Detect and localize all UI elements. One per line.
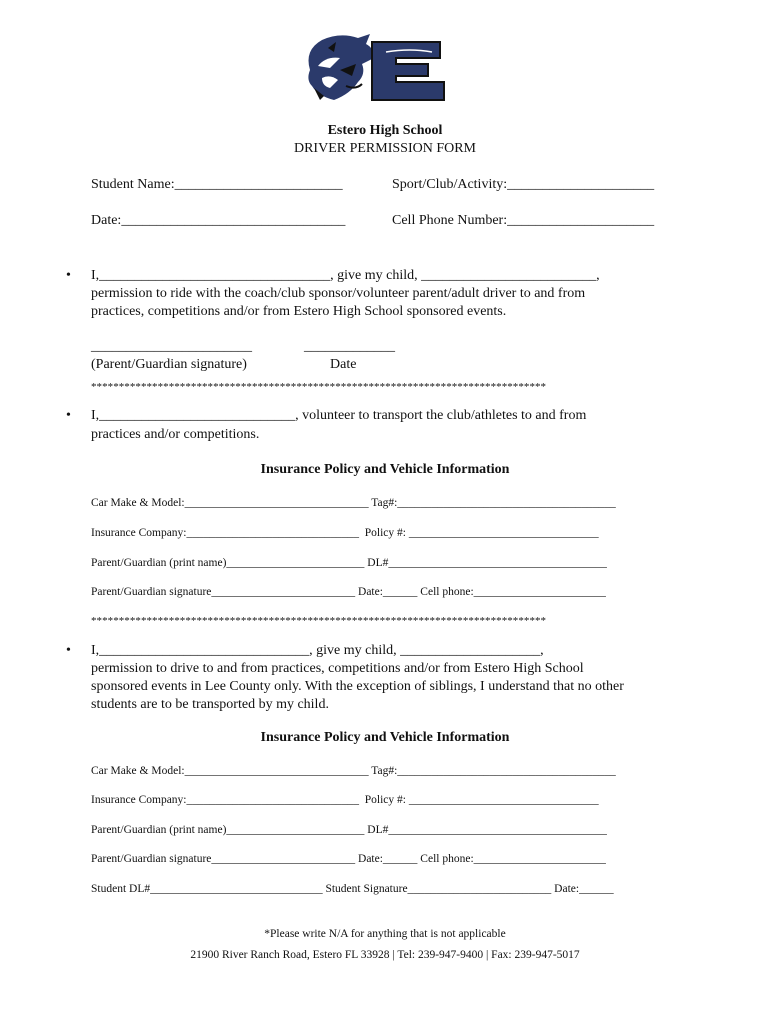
section1-line1[interactable]: I,_________________________________, give my child, _________________________,	[91, 268, 600, 283]
section2-car-field[interactable]: Car Make & Model:________________________________ Tag#:______________________________________	[91, 497, 616, 509]
section2-line2: practices and/or competitions.	[91, 427, 260, 442]
form-title: DRIVER PERMISSION FORM	[293, 141, 477, 156]
guardian-date-line[interactable]: _____________	[304, 339, 395, 354]
section3-heading: Insurance Policy and Vehicle Information	[260, 730, 510, 745]
sport-club-activity-field[interactable]: Sport/Club/Activity:_____________________	[392, 177, 655, 192]
separator-line: **********************************************************************************	[91, 381, 547, 393]
estero-wildcat-logo-icon	[300, 30, 450, 110]
section3-line2: permission to drive to and from practices, competitions and/or from Estero High School	[91, 661, 584, 676]
section3-car-field[interactable]: Car Make & Model:________________________________ Tag#:______________________________________	[91, 765, 616, 777]
section3-line4: students are to be transported by my child.	[91, 697, 329, 712]
cell-phone-field[interactable]: Cell Phone Number:_____________________	[392, 213, 655, 228]
section2-line1[interactable]: I,____________________________, volunteer to transport the club/athletes to and from	[91, 408, 587, 423]
section1-line2: permission to ride with the coach/club sponsor/volunteer parent/adult driver to and from	[91, 286, 586, 301]
student-dl-signature-field[interactable]: Student DL#______________________________ Student Signature_________________________ Date:______	[91, 883, 614, 895]
bullet-icon: •	[66, 408, 71, 423]
section3-line1[interactable]: I,______________________________, give my child, ____________________,	[91, 643, 544, 658]
bullet-icon: •	[66, 643, 71, 658]
section1-line3: practices, competitions and/or from Estero High School sponsored events.	[91, 304, 507, 319]
separator-line: **********************************************************************************	[91, 615, 547, 627]
section2-insurance-field[interactable]: Insurance Company:______________________________ Policy #: _________________________________	[91, 527, 599, 539]
section3-insurance-field[interactable]: Insurance Company:______________________________ Policy #: _________________________________	[91, 794, 599, 806]
footer-address: 21900 River Ranch Road, Estero FL 33928 | Tel: 239-947-9400 | Fax: 239-947-5017	[190, 949, 580, 961]
section3-guardian-print-field[interactable]: Parent/Guardian (print name)________________________ DL#______________________________________	[91, 824, 607, 836]
bullet-icon: •	[66, 268, 71, 283]
footer-note: *Please write N/A for anything that is not applicable	[264, 928, 506, 940]
date-field[interactable]: Date:________________________________	[91, 213, 346, 228]
guardian-date-label: Date	[330, 357, 357, 372]
section2-heading: Insurance Policy and Vehicle Information	[260, 462, 510, 477]
school-name: Estero High School	[327, 123, 443, 138]
section3-line3: sponsored events in Lee County only. With the exception of siblings, I understand that no other	[91, 679, 624, 694]
section2-guardian-print-field[interactable]: Parent/Guardian (print name)________________________ DL#______________________________________	[91, 557, 607, 569]
section2-guardian-signature-field[interactable]: Parent/Guardian signature_________________________ Date:______ Cell phone:_______________________	[91, 586, 606, 598]
section3-guardian-signature-field[interactable]: Parent/Guardian signature_________________________ Date:______ Cell phone:_______________________	[91, 853, 606, 865]
guardian-signature-line[interactable]: _______________________	[91, 339, 252, 354]
guardian-signature-label: (Parent/Guardian signature)	[91, 357, 247, 372]
student-name-field[interactable]: Student Name:________________________	[91, 177, 343, 192]
